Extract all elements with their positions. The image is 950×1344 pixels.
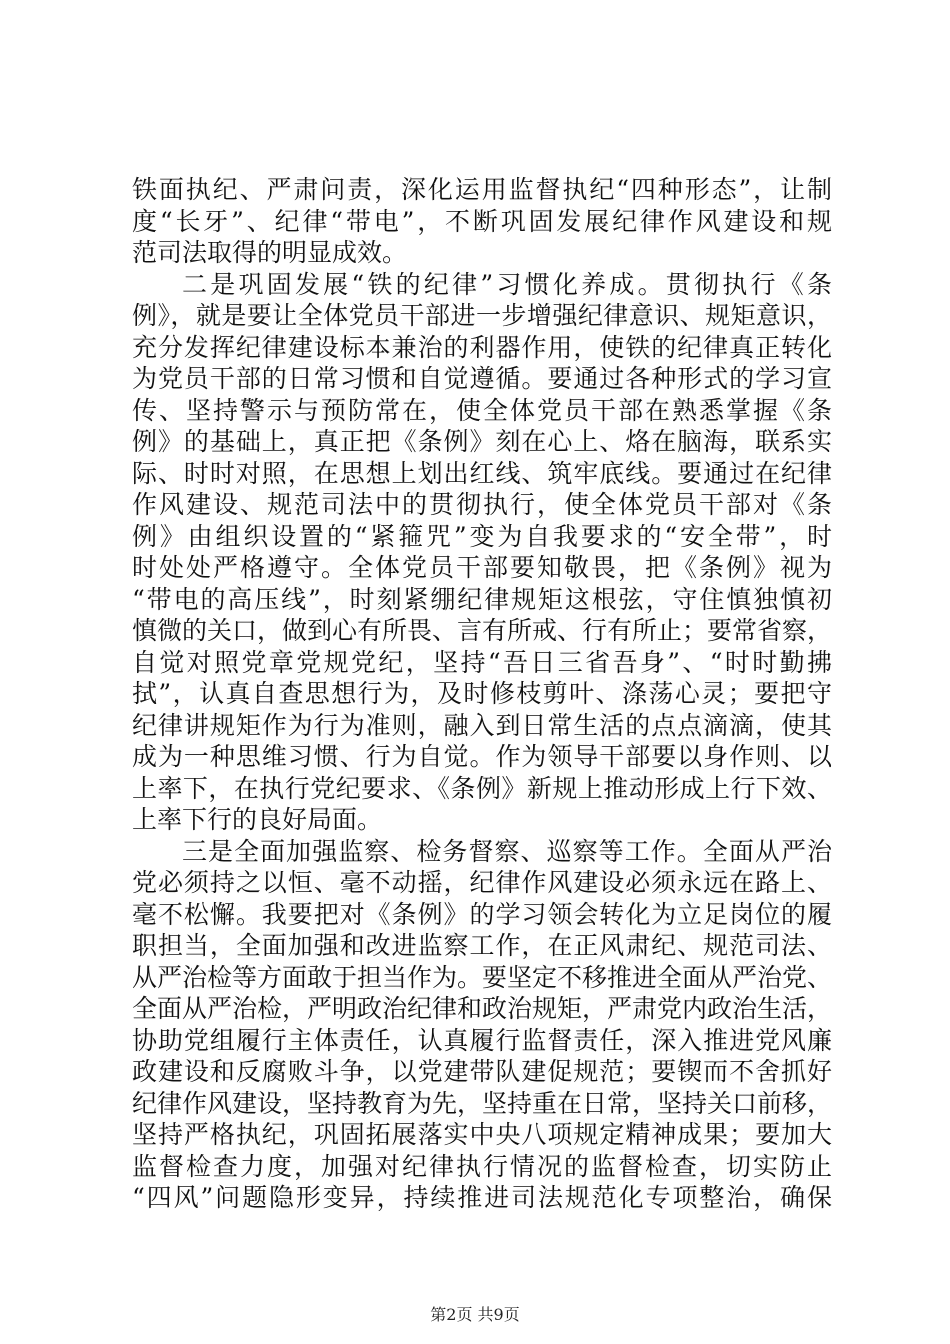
text-line: 党必须持之以恒、毫不动摇，纪律作风建设必须永远在路上、 xyxy=(132,868,832,897)
text-line: 监督检查力度，加强对纪律执行情况的监督检查，切实防止 xyxy=(132,1151,832,1181)
text-line: 例》的基础上，真正把《条例》刻在心上、烙在脑海，联系实 xyxy=(132,427,832,456)
text-line: 例》由组织设置的“紧箍咒”变为自我要求的“安全带”，时 xyxy=(132,521,832,551)
text-line: 充分发挥纪律建设标本兼治的利器作用，使铁的纪律真正转化 xyxy=(132,332,832,362)
page-footer: 第2页 共9页 xyxy=(430,1305,520,1324)
text-line: 范司法取得的明显成效。 xyxy=(132,238,408,267)
text-line: “四风”问题隐形变异，持续推进司法规范化专项整治，确保 xyxy=(132,1183,832,1212)
text-line: 为党员干部的日常习惯和自觉遵循。要通过各种形式的学习宣 xyxy=(132,364,832,393)
text-line: 慎微的关口，做到心有所畏、言有所戒、行有所止；要常省察， xyxy=(132,616,833,645)
text-line: 例》，就是要让全体党员干部进一步增强纪律意识、规矩意识， xyxy=(132,301,832,330)
text-line: 坚持严格执纪，巩固拓展落实中央八项规定精神成果；要加大 xyxy=(132,1120,832,1149)
text-line: 全面从严治检，严明政治纪律和政治规矩，严肃党内政治生活， xyxy=(132,994,833,1023)
text-line: 三是全面加强监察、检务督察、巡察等工作。全面从严治 xyxy=(182,836,832,866)
text-line: 自觉对照党章党规党纪，坚持“吾日三省吾身”、“时时勤拂 xyxy=(132,647,832,677)
text-line: 从严治检等方面敢于担当作为。要坚定不移推进全面从严治党、 xyxy=(132,962,833,992)
text-line: 纪律讲规矩作为行为准则，融入到日常生活的点点滴滴，使其 xyxy=(132,710,832,740)
text-line: 际、时时对照，在思想上划出红线、筑牢底线。要通过在纪律 xyxy=(132,458,832,488)
text-line: 上率下行的良好局面。 xyxy=(132,805,383,834)
text-line: 纪律作风建设，坚持教育为先，坚持重在日常，坚持关口前移， xyxy=(132,1088,833,1118)
text-line: “带电的高压线”，时刻紧绷纪律规矩这根弦，守住慎独慎初 xyxy=(132,584,832,614)
text-line: 拭”，认真自查思想行为，及时修枝剪叶、涤荡心灵；要把守 xyxy=(132,679,832,708)
text-line: 铁面执纪、严肃问责，深化运用监督执纪“四种形态”，让制 xyxy=(132,175,832,204)
text-line: 作风建设、规范司法中的贯彻执行，使全体党员干部对《条 xyxy=(132,490,832,519)
text-line: 职担当，全面加强和改进监察工作，在正风肃纪、规范司法、 xyxy=(132,931,832,960)
text-line: 协助党组履行主体责任，认真履行监督责任，深入推进党风廉 xyxy=(132,1025,832,1055)
text-line: 成为一种思维习惯、行为自觉。作为领导干部要以身作则、以 xyxy=(132,742,832,771)
text-line: 度“长牙”、纪律“带电”，不断巩固发展纪律作风建设和规 xyxy=(132,206,832,236)
text-line: 时处处严格遵守。全体党员干部要知敬畏，把《条例》视为 xyxy=(132,553,832,582)
text-line: 二是巩固发展“铁的纪律”习惯化养成。贯彻执行《条 xyxy=(182,269,832,299)
body-text xyxy=(132,174,832,1214)
text-line: 上率下，在执行党纪要求、《条例》新规上推动形成上行下效、 xyxy=(132,773,832,803)
text-line: 毫不松懈。我要把对《条例》的学习领会转化为立足岗位的履 xyxy=(132,899,832,929)
text-line: 传、坚持警示与预防常在，使全体党员干部在熟悉掌握《条 xyxy=(132,395,832,425)
text-line: 政建设和反腐败斗争，以党建带队建促规范；要锲而不舍抓好 xyxy=(132,1057,832,1086)
